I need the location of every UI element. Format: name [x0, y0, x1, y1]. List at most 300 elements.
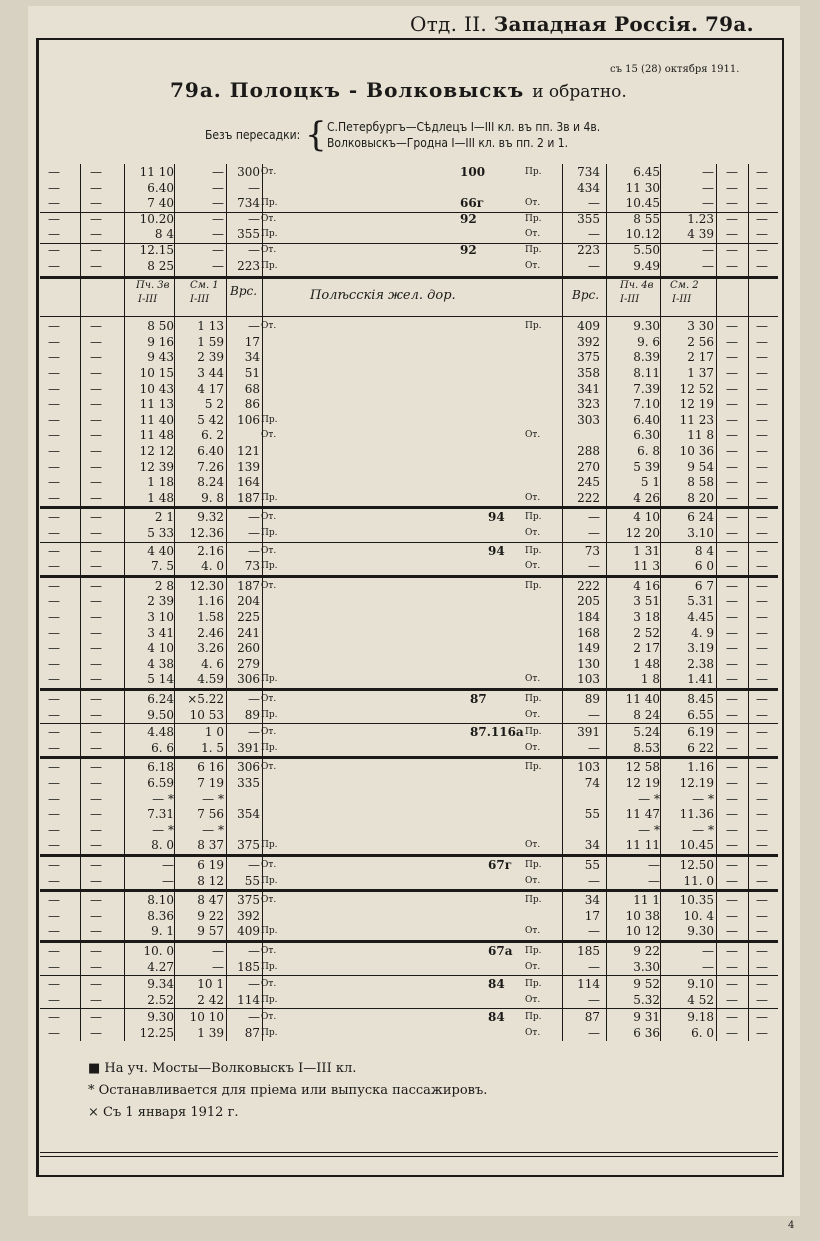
cell-train-4v: 4 10	[633, 510, 660, 525]
cell-mark: От.	[261, 430, 277, 441]
cell-train-3v: 1 48	[147, 490, 174, 505]
cell-train-2: 1.16	[687, 760, 714, 775]
cell-train-2: 11.36	[679, 807, 714, 822]
cell-verst: 355	[237, 227, 260, 242]
cell-train-2: 1.41	[687, 672, 714, 687]
cell-train-1: 9 22	[197, 908, 224, 923]
cell-train-1: 5 2	[204, 397, 224, 412]
table-row	[40, 558, 778, 574]
cell-col10: —	[756, 924, 768, 939]
cell-mark-right: От.	[525, 430, 541, 441]
cell-train-4v: 4 16	[633, 578, 660, 593]
cell-col10: —	[756, 692, 768, 706]
cell-train-4v: 1 8	[640, 672, 660, 687]
column-rule	[562, 164, 563, 1041]
cell-col10: —	[756, 397, 768, 412]
cell-mark-right: От.	[525, 709, 541, 720]
table-row	[40, 691, 778, 707]
date-note: съ 15 (28) октября 1911.	[610, 64, 740, 75]
cell-train-3v: 6.40	[147, 180, 174, 195]
cell-train-3v: —	[162, 858, 174, 872]
cell-col2: —	[90, 1010, 102, 1025]
cell-verst-right: 74	[584, 776, 600, 790]
table-row	[40, 837, 778, 853]
cell-col1: —	[48, 873, 60, 888]
cell-train-2: 6 24	[687, 510, 714, 525]
cell-verst: 734	[237, 196, 260, 211]
cell-verst: 17	[244, 334, 260, 349]
cell-train-3v: 6. 6	[151, 740, 174, 755]
page-header	[410, 12, 754, 36]
cell-col10: —	[756, 381, 768, 396]
cell-col10: —	[756, 334, 768, 349]
table-row	[40, 412, 778, 428]
cell-train-2: 11 23	[679, 412, 714, 427]
cell-col9: —	[726, 475, 738, 490]
cell-train-3v: 9. 1	[151, 924, 174, 939]
cell-verst-right: —	[588, 992, 600, 1007]
cell-verst: 106	[237, 412, 260, 427]
cell-col2: —	[90, 543, 102, 558]
cell-train-1: —	[212, 165, 224, 179]
cell-train-3v: 4 38	[147, 656, 174, 671]
cell-train-3v: 5 33	[147, 526, 174, 540]
cell-col2: —	[90, 578, 102, 593]
cell-mark-right: От.	[525, 229, 541, 240]
cell-verst: —	[248, 944, 260, 958]
cell-col10: —	[756, 1026, 768, 1040]
cell-verst: 139	[237, 459, 260, 474]
cell-train-4v: 10 38	[625, 908, 660, 923]
cell-col10: —	[756, 656, 768, 671]
cell-verst: 114	[237, 992, 260, 1007]
cell-train-1: 8.24	[197, 475, 224, 490]
table-number: 79а.	[704, 12, 754, 36]
cell-col2: —	[90, 334, 102, 349]
cell-train-2: 6 22	[687, 740, 714, 755]
cell-col2: —	[90, 858, 102, 872]
through-cars-label: Безъ пересадки:	[205, 128, 301, 142]
cell-verst-right: 270	[577, 459, 600, 474]
cell-mark-right: От.	[525, 260, 541, 271]
cell-col9: —	[726, 459, 738, 474]
cell-col2: —	[90, 776, 102, 790]
cell-verst: 204	[237, 594, 260, 609]
cell-verst: 260	[237, 641, 260, 656]
cell-train-3v: 10.20	[139, 211, 174, 226]
cell-train-2: 9.30	[687, 924, 714, 939]
cell-col2: —	[90, 211, 102, 226]
cell-verst: —	[248, 977, 260, 992]
cell-verst-right: —	[588, 873, 600, 888]
cell-train-1: 1. 5	[201, 740, 224, 755]
cell-train-3v: 2 1	[154, 510, 174, 525]
cell-col2: —	[90, 873, 102, 888]
cell-verst: 68	[244, 381, 260, 396]
cell-train-2: 6. 0	[691, 1026, 714, 1040]
cell-train-4v: 6.30	[633, 428, 660, 443]
cell-col1: —	[48, 822, 60, 837]
cell-col10: —	[756, 791, 768, 806]
cell-train-1: — *	[202, 822, 224, 837]
cell-col2: —	[90, 510, 102, 525]
cell-verst: —	[248, 858, 260, 872]
cell-col1: —	[48, 180, 60, 195]
rule	[40, 276, 778, 279]
cell-mark: От.	[261, 213, 277, 224]
connection-table: 66г	[460, 196, 485, 211]
cell-mark-right: Пр.	[525, 895, 542, 906]
cell-train-2: 1 37	[687, 366, 714, 380]
cell-col1: —	[48, 944, 60, 958]
cell-train-4v: 7.10	[633, 397, 660, 412]
col-head: I-III	[138, 294, 158, 306]
table-row	[40, 180, 778, 196]
cell-train-3v: — *	[152, 791, 174, 806]
col-head: I-III	[190, 294, 210, 306]
col-head: Пч. 3в	[136, 280, 170, 292]
cell-train-2: 3.19	[687, 641, 714, 656]
cell-train-3v: 9.50	[147, 707, 174, 722]
cell-col10: —	[756, 959, 768, 974]
section-label: Отд. II.	[410, 12, 488, 36]
table-row	[40, 164, 778, 180]
table-row	[40, 578, 778, 594]
cell-col9: —	[726, 625, 738, 640]
cell-verst-right: 103	[577, 672, 600, 687]
table-row	[40, 365, 778, 381]
col-head: См. 2	[670, 280, 699, 292]
cell-verst: 51	[244, 366, 260, 380]
cell-mark: Пр.	[261, 260, 278, 271]
cell-train-2: 10.35	[679, 893, 714, 908]
cell-col10: —	[756, 822, 768, 837]
cell-train-4v: —	[648, 858, 660, 872]
cell-col9: —	[726, 180, 738, 195]
cell-train-4v: 11 30	[625, 180, 660, 195]
cell-col2: —	[90, 475, 102, 490]
cell-col10: —	[756, 908, 768, 923]
cell-train-1: —	[212, 944, 224, 958]
cell-train-4v: 10 12	[625, 924, 660, 939]
cell-train-1: 9. 8	[201, 490, 224, 505]
cell-col1: —	[48, 977, 60, 992]
cell-col9: —	[726, 992, 738, 1007]
cell-col9: —	[726, 366, 738, 380]
cell-train-1: —	[212, 196, 224, 211]
cell-train-4v: 9. 6	[637, 334, 660, 349]
cell-train-3v: 1 18	[147, 475, 174, 490]
cell-col9: —	[726, 543, 738, 558]
cell-col9: —	[726, 893, 738, 908]
cell-train-3v: 9.34	[147, 977, 174, 992]
cell-col1: —	[48, 243, 60, 257]
cell-verst: 391	[237, 740, 260, 755]
cell-mark: Пр.	[261, 961, 278, 972]
cell-verst-right: 375	[577, 350, 600, 365]
cell-train-2: 3.10	[687, 526, 714, 540]
cell-verst: 86	[244, 397, 260, 412]
cell-train-1: 4.59	[197, 672, 224, 687]
cell-col9: —	[726, 350, 738, 365]
cell-train-2: 4. 9	[691, 625, 714, 640]
cell-train-4v: 8.53	[633, 740, 660, 755]
cell-col9: —	[726, 656, 738, 671]
cell-train-4v: 2 52	[633, 625, 660, 640]
cell-col2: —	[90, 893, 102, 908]
cell-verst: 225	[237, 610, 260, 624]
cell-train-4v: 10.45	[625, 196, 660, 211]
cell-verst-right: —	[588, 196, 600, 211]
cell-mark: Пр.	[261, 229, 278, 240]
cell-col9: —	[726, 725, 738, 740]
cell-col9: —	[726, 397, 738, 412]
cell-col1: —	[48, 350, 60, 365]
cell-train-3v: 7.31	[147, 807, 174, 822]
cell-col1: —	[48, 543, 60, 558]
cell-col1: —	[48, 610, 60, 624]
route-title-main: 79а. Полоцкъ - Волковыскъ	[170, 78, 525, 102]
cell-col2: —	[90, 760, 102, 775]
cell-train-2: 8.45	[687, 692, 714, 706]
cell-train-1: 10 10	[189, 1010, 224, 1025]
cell-train-1: 9 57	[197, 924, 224, 939]
table-row	[40, 923, 778, 939]
cell-train-4v: 8.11	[633, 366, 660, 380]
table-row	[40, 242, 778, 258]
table-row	[40, 671, 778, 687]
cell-col2: —	[90, 366, 102, 380]
cell-verst-right: 87	[584, 1010, 600, 1025]
cell-verst: 164	[237, 475, 260, 490]
cell-train-4v: 8.39	[633, 350, 660, 365]
cell-train-2: 3 30	[687, 319, 714, 334]
cell-col1: —	[48, 1010, 60, 1025]
cell-train-3v: 12.15	[139, 243, 174, 257]
cell-train-2: 10.45	[679, 838, 714, 853]
cell-col2: —	[90, 180, 102, 195]
cell-col10: —	[756, 672, 768, 687]
footnote: ■ На уч. Мосты—Волковыскъ I—III кл.	[88, 1061, 357, 1076]
cell-train-4v: 7.39	[633, 381, 660, 396]
cell-mark-right: От.	[525, 926, 541, 937]
cell-verst-right: 73	[584, 543, 600, 558]
cell-verst-right: 103	[577, 760, 600, 775]
rule	[40, 1152, 778, 1153]
cell-verst: 354	[237, 807, 260, 822]
cell-train-4v: 6 36	[633, 1026, 660, 1040]
cell-train-3v: 4 10	[147, 641, 174, 656]
connection-table: 84	[488, 1010, 505, 1025]
table-row	[40, 525, 778, 541]
cell-mark: От.	[261, 580, 277, 591]
cell-col9: —	[726, 211, 738, 226]
cell-col1: —	[48, 807, 60, 822]
table-row	[40, 625, 778, 641]
cell-verst: —	[248, 243, 260, 257]
cell-train-2: 1.23	[687, 211, 714, 226]
cell-col10: —	[756, 858, 768, 872]
table-row	[40, 459, 778, 475]
cell-train-1: —	[212, 180, 224, 195]
cell-train-2: 6 7	[694, 578, 714, 593]
cell-train-1: 8 37	[197, 838, 224, 853]
cell-train-1: 3 44	[197, 366, 224, 380]
cell-col10: —	[756, 444, 768, 458]
connection-table: 94	[488, 543, 505, 558]
cell-col1: —	[48, 258, 60, 273]
cell-train-3v: 10. 0	[143, 944, 174, 958]
cell-col9: —	[726, 1010, 738, 1025]
cell-train-4v: 5.50	[633, 243, 660, 257]
cell-mark-right: Пр.	[525, 545, 542, 556]
cell-col1: —	[48, 334, 60, 349]
cell-col9: —	[726, 526, 738, 540]
cell-col1: —	[48, 165, 60, 179]
cell-verst-right: 55	[584, 858, 600, 872]
cell-col2: —	[90, 625, 102, 640]
table-row	[40, 976, 778, 992]
table-row	[40, 759, 778, 775]
cell-col2: —	[90, 397, 102, 412]
cell-verst-right: 341	[577, 381, 600, 396]
table-row	[40, 318, 778, 334]
cell-col9: —	[726, 610, 738, 624]
cell-train-3v: 2 8	[154, 578, 174, 593]
cell-verst-right: 358	[577, 366, 600, 380]
cell-verst-right: 392	[577, 334, 600, 349]
cell-col1: —	[48, 526, 60, 540]
cell-col2: —	[90, 908, 102, 923]
cell-verst-right: —	[588, 258, 600, 273]
cell-col9: —	[726, 760, 738, 775]
cell-mark: Пр.	[261, 528, 278, 538]
cell-train-3v: 8 4	[154, 227, 174, 242]
cell-verst-right: 89	[584, 692, 600, 706]
table-row	[40, 258, 778, 274]
cell-verst: 375	[237, 838, 260, 853]
cell-col1: —	[48, 490, 60, 505]
cell-train-2: 10 36	[679, 444, 714, 458]
cell-train-1: 1 59	[197, 334, 224, 349]
cell-col9: —	[726, 641, 738, 656]
cell-train-2: 9.10	[687, 977, 714, 992]
cell-col2: —	[90, 707, 102, 722]
cell-col2: —	[90, 243, 102, 257]
cell-verst: —	[248, 543, 260, 558]
cell-mark: Пр.	[261, 840, 278, 851]
table-row	[40, 740, 778, 756]
cell-verst-right: —	[588, 559, 600, 574]
cell-verst: 89	[244, 707, 260, 722]
cell-mark-right: Пр.	[525, 580, 542, 591]
cell-mark-right: Пр.	[525, 1012, 542, 1023]
cell-col1: —	[48, 510, 60, 525]
cell-col2: —	[90, 692, 102, 706]
cell-col2: —	[90, 258, 102, 273]
cell-train-1: — *	[202, 791, 224, 806]
col-head: Врс.	[230, 284, 258, 299]
table-row	[40, 707, 778, 723]
cell-col2: —	[90, 594, 102, 609]
cell-col10: —	[756, 625, 768, 640]
col-head: I-III	[620, 294, 640, 306]
cell-mark-right: От.	[525, 994, 541, 1005]
cell-train-3v: 3 41	[147, 625, 174, 640]
footnotes	[88, 1058, 487, 1124]
cell-train-1: 12.36	[189, 526, 224, 540]
cell-mark-right: Пр.	[525, 245, 542, 255]
cell-col9: —	[726, 490, 738, 505]
cell-col9: —	[726, 776, 738, 790]
cell-col1: —	[48, 559, 60, 574]
cell-train-2: — *	[692, 791, 714, 806]
cell-train-2: —	[702, 165, 714, 179]
cell-col2: —	[90, 725, 102, 740]
region-label: Западная Россія.	[493, 12, 699, 36]
cell-train-3v: 11 13	[139, 397, 174, 412]
table-row	[40, 490, 778, 506]
connection-table: 84	[488, 977, 505, 992]
cell-verst: 187	[237, 490, 260, 505]
cell-train-3v: 12 12	[139, 444, 174, 458]
cell-col9: —	[726, 559, 738, 574]
table-row	[40, 892, 778, 908]
cell-train-1: 8 12	[197, 873, 224, 888]
cell-col2: —	[90, 822, 102, 837]
cell-train-1: 5 42	[197, 412, 224, 427]
table-row	[40, 873, 778, 889]
cell-train-2: 12 19	[679, 397, 714, 412]
cell-col1: —	[48, 625, 60, 640]
cell-train-4v: 11 47	[625, 807, 660, 822]
cell-col10: —	[756, 412, 768, 427]
cell-mark-right: От.	[525, 1028, 541, 1038]
cell-mark: От.	[261, 860, 277, 870]
cell-col1: —	[48, 1026, 60, 1040]
table-row	[40, 396, 778, 412]
table-row	[40, 334, 778, 350]
cell-verst: 55	[244, 873, 260, 888]
cell-train-4v: 9 31	[633, 1010, 660, 1025]
cell-verst-right: 288	[577, 444, 600, 458]
cell-train-3v: — *	[152, 822, 174, 837]
cell-col10: —	[756, 180, 768, 195]
cell-verst-right: 323	[577, 397, 600, 412]
cell-train-2: 6.19	[687, 725, 714, 740]
cell-col9: —	[726, 334, 738, 349]
cell-verst: 306	[237, 672, 260, 687]
cell-mark: От.	[261, 762, 277, 773]
cell-verst-right: —	[588, 707, 600, 722]
connection-table: 94	[488, 510, 505, 525]
cell-col1: —	[48, 319, 60, 334]
cell-col10: —	[756, 776, 768, 790]
cell-mark-right: От.	[525, 492, 541, 503]
cell-col9: —	[726, 196, 738, 211]
table-row	[40, 211, 778, 227]
cell-col1: —	[48, 924, 60, 939]
table-row	[40, 1009, 778, 1025]
cell-mark: От.	[261, 727, 277, 738]
cell-col1: —	[48, 776, 60, 790]
cell-mark: От.	[261, 979, 277, 990]
cell-mark-right: От.	[525, 528, 541, 538]
cell-col10: —	[756, 578, 768, 593]
cell-verst-right: 434	[577, 180, 600, 195]
cell-verst: 375	[237, 893, 260, 908]
cell-verst: —	[248, 692, 260, 706]
